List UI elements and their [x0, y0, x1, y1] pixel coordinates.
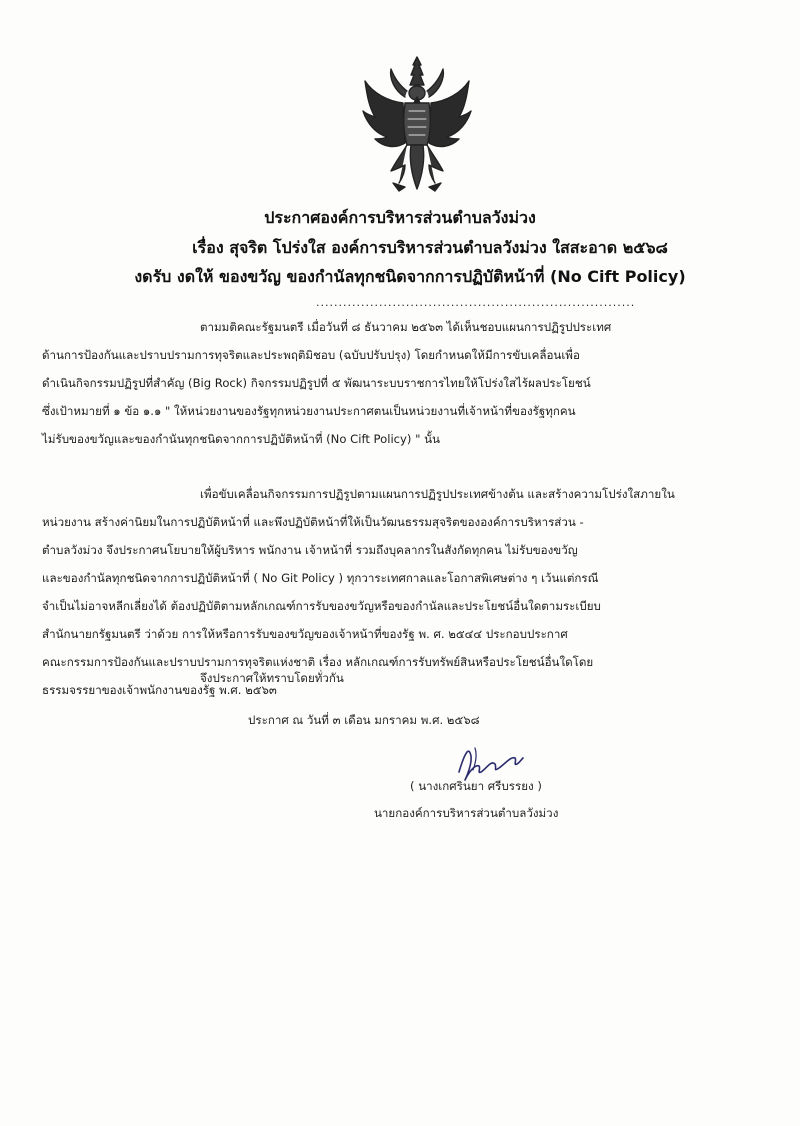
signatory-position: นายกองค์การบริหารส่วนตำบลวังม่วง — [374, 806, 559, 820]
paragraph-1-line: ตามมติคณะรัฐมนตรี เมื่อวันที่ ๘ ธันวาคม ๒๕๖๓ ได้เห็นชอบแผนการปฏิรูปประเทศ — [200, 320, 612, 334]
paragraph-2-line: หน่วยงาน สร้างค่านิยมในการปฏิบัติหน้าที่ และพึงปฏิบัติหน้าที่ให้เป็นวัฒนธรรมสุจริตขององค์การบริหารส่วน - — [42, 515, 584, 529]
announcement-subject-policy: งดรับ งดให้ ของขวัญ ของกำนัลทุกชนิดจากการปฏิบัติหน้าที่ (No Cift Policy) — [134, 267, 686, 286]
paragraph-1-line: ซึ่งเป้าหมายที่ ๑ ข้อ ๑.๑ " ให้หน่วยงานของรัฐทุกหน่วยงานประกาศตนเป็นหน่วยงานที่เจ้าหน้าที่ของรัฐทุกคน — [42, 404, 576, 418]
paragraph-2-line: สำนักนายกรัฐมนตรี ว่าด้วย การให้หรือการรับของขวัญของเจ้าหน้าที่ของรัฐ พ. ศ. ๒๕๔๔ ประกอบประกาศ — [42, 627, 568, 641]
announcement-date: ประกาศ ณ วันที่ ๓ เดือน มกราคม พ.ศ. ๒๕๖๘ — [248, 713, 480, 727]
paragraph-1-line: ด้านการป้องกันและปราบปรามการทุจริตและประพฤติมิชอบ (ฉบับปรับปรุง) โดยกำหนดให้มีการขับเคลื่อนเพื่อ — [42, 348, 580, 362]
paragraph-2-line: เพื่อขับเคลื่อนกิจกรรมการปฏิรูปตามแผนการปฏิรูปประเทศข้างต้น และสร้างความโปร่งใสภายใน — [200, 487, 675, 501]
paragraph-2-line: คณะกรรมการป้องกันและปราบปรามการทุจริตแห่งชาติ เรื่อง หลักเกณฑ์การรับทรัพย์สินหรือประโยชน์อื่นใดโดย — [42, 655, 594, 669]
signatory-name: ( นางเกศรินยา ศรีบรรยง ) — [410, 779, 542, 793]
paragraph-2-line: ตำบลวังม่วง จึงประกาศนโยบายให้ผู้บริหาร พนักงาน เจ้าหน้าที่ รวมถึงบุคลากรในสังกัดทุกคน ไม่รับของขวัญ — [42, 543, 578, 557]
garuda-emblem-icon — [361, 55, 473, 193]
paragraph-1-line: ไม่รับของขวัญและของกำนันทุกชนิดจากการปฏิบัติหน้าที่ (No Cift Policy) " นั้น — [42, 432, 440, 446]
closing-statement: จึงประกาศให้ทราบโดยทั่วกัน — [200, 671, 344, 685]
announcement-title: ประกาศองค์การบริหารส่วนตำบลวังม่วง — [264, 208, 536, 227]
announcement-subject: เรื่อง สุจริต โปร่งใส องค์การบริหารส่วนตำบลวังม่วง ใสสะอาด ๒๕๖๘ — [192, 238, 668, 257]
paragraph-2-line: จำเป็นไม่อาจหลีกเลี่ยงได้ ต้องปฏิบัติตามหลักเกณฑ์การรับของขวัญหรือของกำนัลและประโยชน์อื่นใดตามระเบียบ — [42, 599, 601, 613]
paragraph-1-line: ดำเนินกิจกรรมปฏิรูปที่สำคัญ (Big Rock) กิจกรรมปฏิรูปที่ ๕ พัฒนาระบบราชการไทยให้โปร่งใสไร้ผลประโยชน์ — [42, 376, 591, 390]
paragraph-2-line: และของกำนัลทุกชนิดจากการปฏิบัติหน้าที่ ( No Git Policy ) ทุกวาระเทศกาลและโอกาสพิเศษต่าง ๆ เว้นแต่กรณี — [42, 571, 599, 585]
title-divider: ....................................................................... — [316, 296, 636, 309]
paragraph-2-line: ธรรมจรรยาของเจ้าพนักงานของรัฐ พ.ศ. ๒๕๖๓ — [42, 683, 277, 697]
